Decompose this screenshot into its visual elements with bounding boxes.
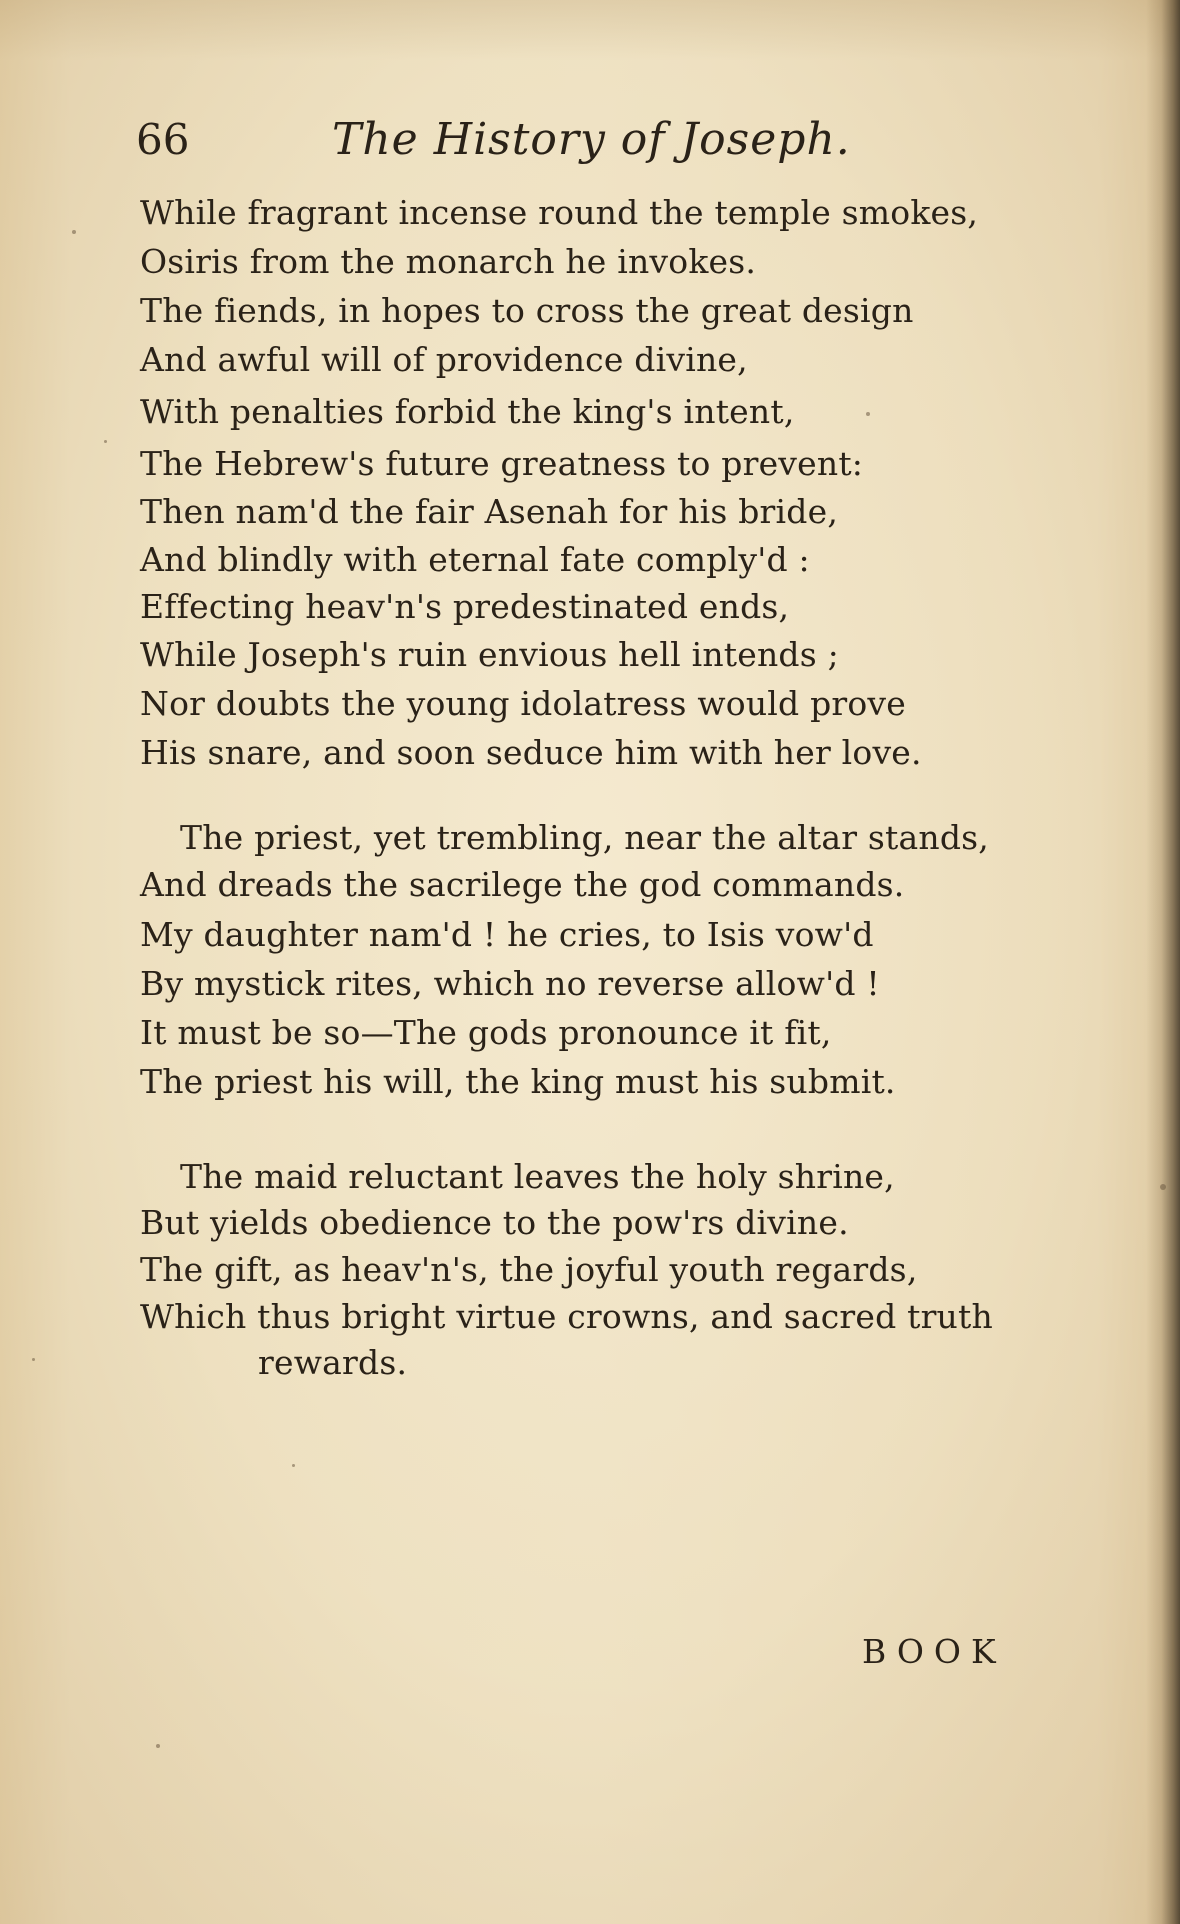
- page-number: 66: [136, 115, 190, 164]
- verse-line: The maid reluctant leaves the holy shrine,: [180, 1157, 895, 1196]
- verse-line: With penalties forbid the king's intent,: [140, 392, 795, 431]
- verse-line: The fiends, in hopes to cross the great design: [140, 291, 914, 330]
- paper-speck: [1160, 1184, 1166, 1190]
- running-header: [136, 112, 856, 172]
- verse-line: Osiris from the monarch he invokes.: [140, 242, 757, 281]
- verse-line: While Joseph's ruin envious hell intends ;: [140, 635, 839, 674]
- verse-line: Nor doubts the young idolatress would prove: [140, 684, 907, 723]
- verse-line: The priest his will, the king must his submit.: [140, 1062, 896, 1101]
- verse-line: His snare, and soon seduce him with her love.: [140, 733, 922, 772]
- verse-line: And awful will of providence divine,: [140, 340, 748, 379]
- paper-speck: [104, 440, 107, 443]
- page-shading-top: [0, 0, 1180, 60]
- verse-line: And dreads the sacrilege the god commands.: [140, 865, 905, 904]
- catchword: BOOK: [862, 1632, 1006, 1671]
- paper-speck: [292, 1464, 295, 1467]
- verse-line: While fragrant incense round the temple smokes,: [140, 193, 979, 232]
- verse-line: Then nam'd the fair Asenah for his bride,: [140, 492, 839, 531]
- verse-line: The Hebrew's future greatness to prevent:: [140, 444, 864, 483]
- verse-line: The gift, as heav'n's, the joyful youth regards,: [140, 1250, 918, 1289]
- running-title: The History of Joseph.: [332, 114, 851, 165]
- verse-line: It must be so—The gods pronounce it fit,: [140, 1013, 832, 1052]
- paper-speck: [32, 1358, 35, 1361]
- verse-line: Which thus bright virtue crowns, and sacred truth: [140, 1297, 993, 1336]
- paper-speck: [866, 412, 870, 416]
- verse-line: The priest, yet trembling, near the altar stands,: [180, 818, 989, 857]
- verse-line: And blindly with eternal fate comply'd :: [140, 540, 810, 579]
- verse-line: Effecting heav'n's predestinated ends,: [140, 587, 790, 626]
- verse-line: By mystick rites, which no reverse allow'd !: [140, 964, 880, 1003]
- verse-line: My daughter nam'd ! he cries, to Isis vow'd: [140, 915, 874, 954]
- verse-line: But yields obedience to the pow'rs divine.: [140, 1203, 849, 1242]
- paper-speck: [156, 1744, 160, 1748]
- verse-line-turnover: rewards.: [258, 1343, 408, 1382]
- page-edge-shadow: [1146, 0, 1180, 1924]
- paper-speck: [72, 230, 76, 234]
